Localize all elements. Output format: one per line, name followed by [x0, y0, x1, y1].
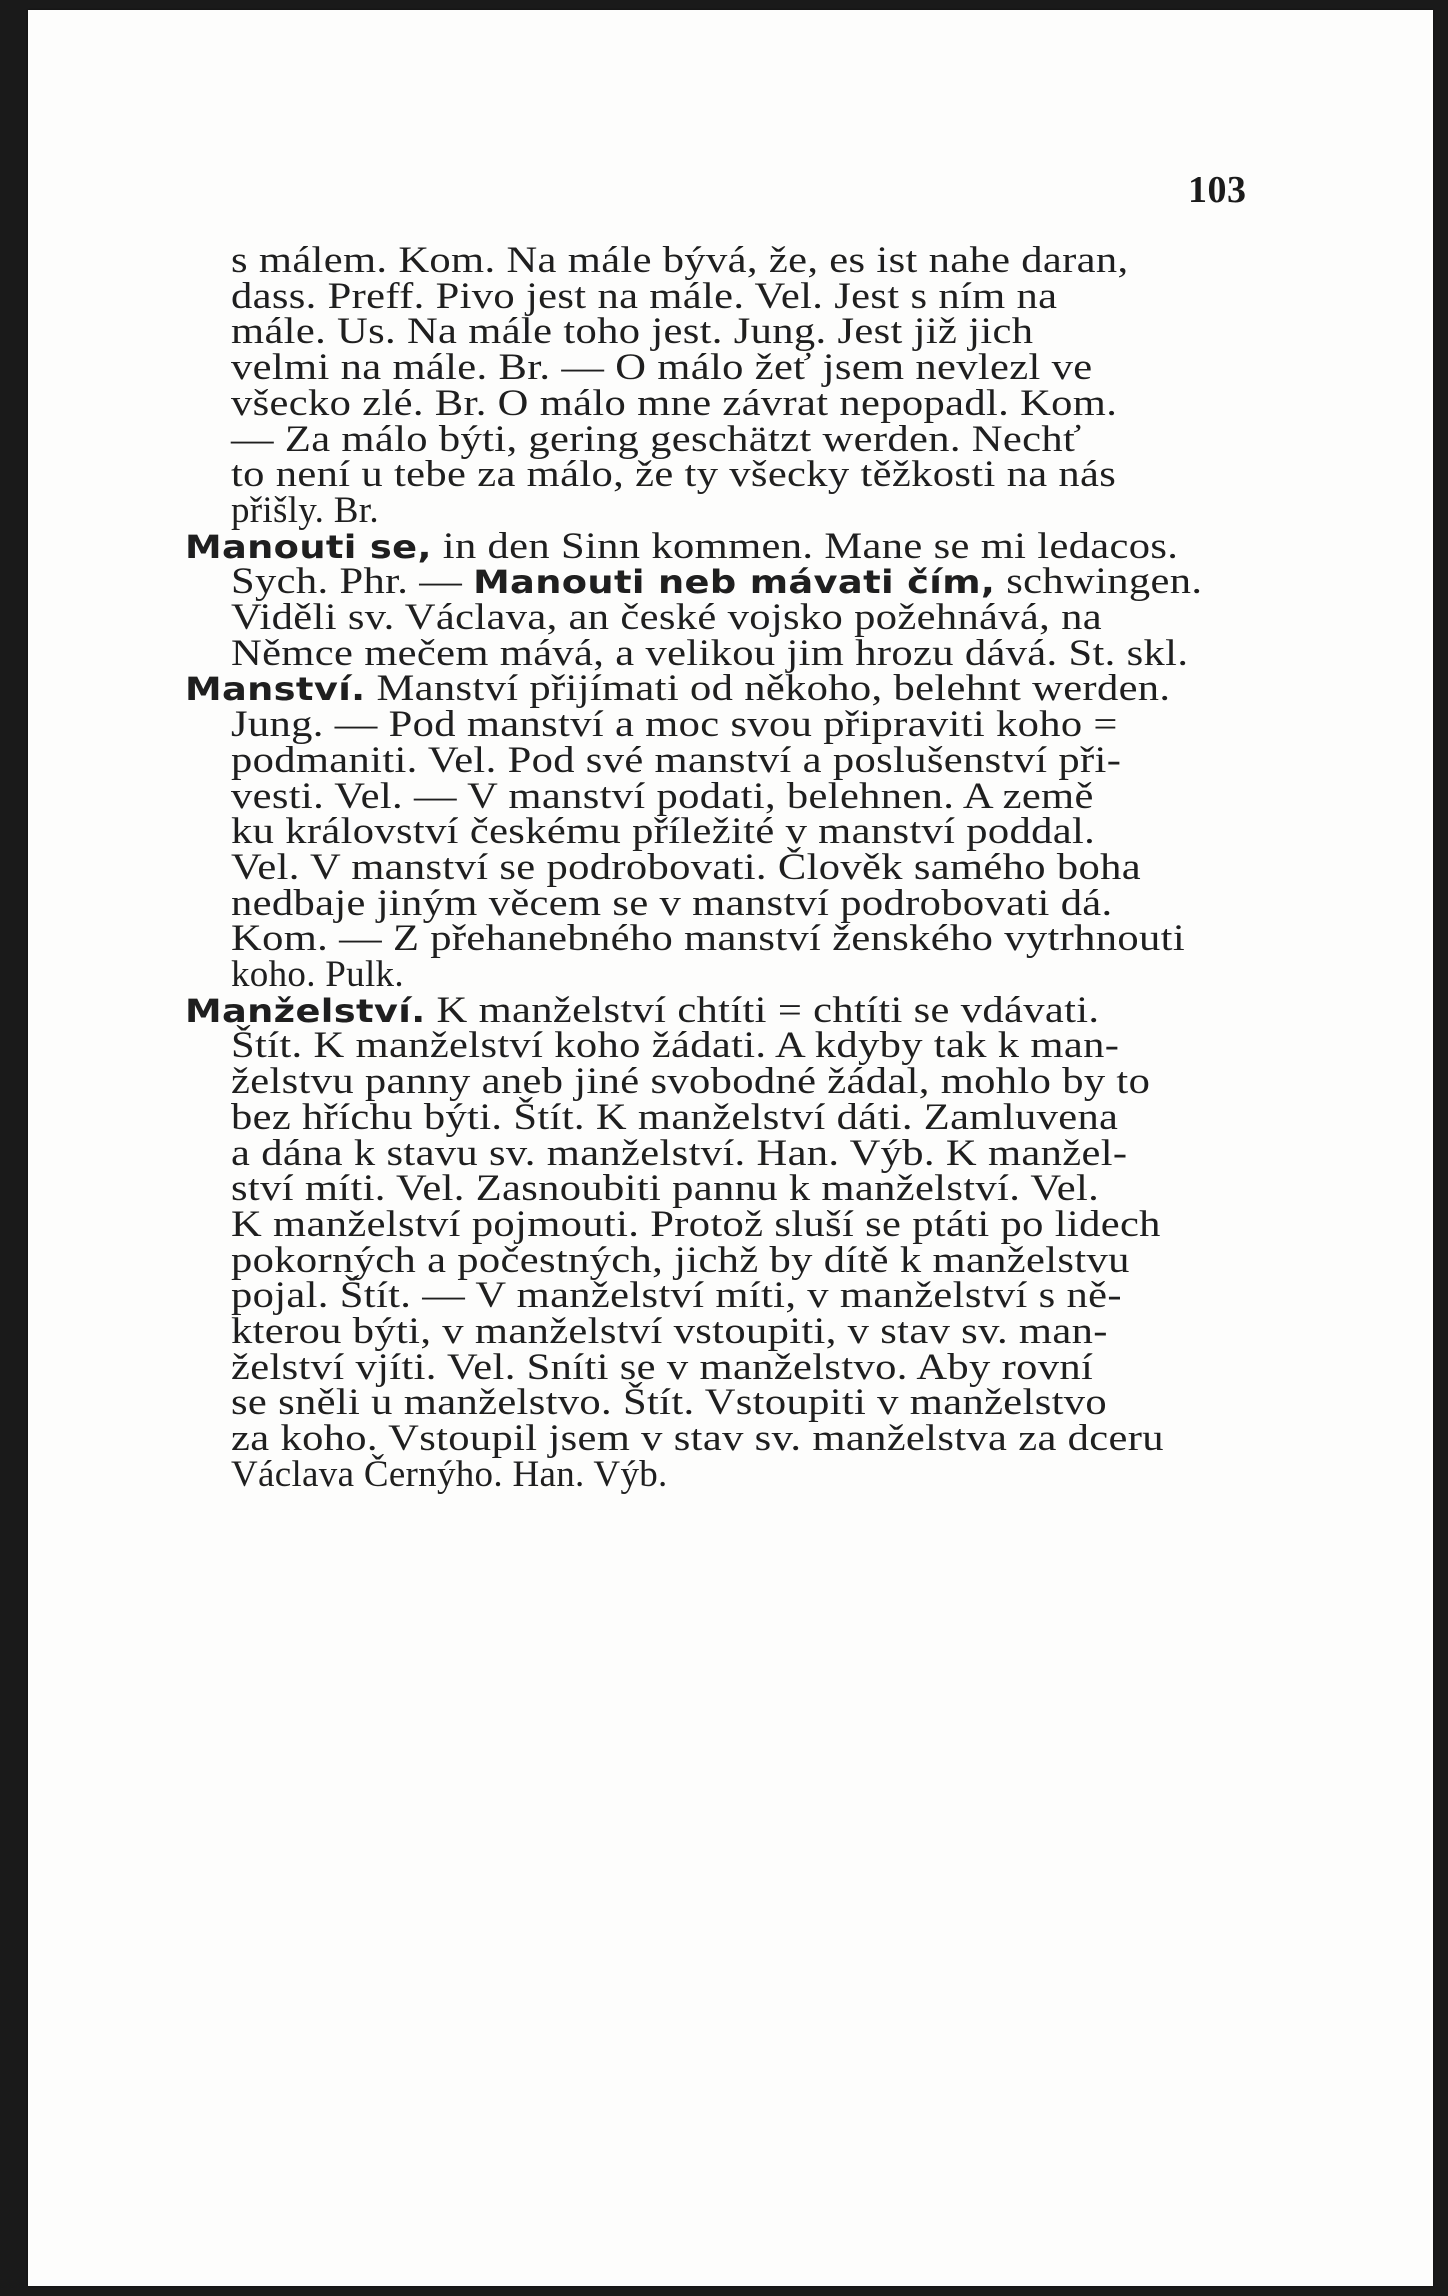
text-run: pojal. Štít. — V manželství míti, v manželství s ně- — [231, 1275, 1122, 1317]
text-line — [231, 704, 1118, 746]
text-run: Jung. — Pod manství a moc svou připraviti koho = — [231, 704, 1118, 746]
text-line — [185, 989, 1100, 1031]
text-run: přišly. Br. — [231, 489, 379, 531]
text-run: Manství přijímati od někoho, belehnt werden. — [365, 668, 1171, 710]
text-line — [231, 1168, 1100, 1210]
text-line — [231, 418, 1082, 460]
text-line — [231, 1096, 1119, 1138]
text-run: pokorných a počestných, jichž by dítě k manželstvu — [231, 1239, 1130, 1281]
text-line — [231, 1203, 1161, 1245]
text-run: dass. Preff. Pivo jest na mále. Vel. Jest s ním na — [231, 275, 1058, 317]
text-line — [231, 1132, 1128, 1174]
text-line — [185, 525, 1179, 567]
text-line — [231, 242, 1129, 279]
text-line — [231, 311, 1034, 353]
text-run: K manželství chtíti = chtíti se vdávati. — [425, 989, 1100, 1031]
text-run: — Za málo býti, gering geschätzt werden. Nechť — [231, 418, 1082, 460]
text-line — [231, 1061, 1151, 1103]
text-line — [185, 668, 1171, 710]
text-run: ství míti. Vel. Zasnoubiti pannu k manželství. Vel. — [231, 1168, 1100, 1210]
text-run: ku království českému příležité v manství poddal. — [231, 811, 1096, 853]
text-line — [231, 846, 1141, 888]
text-run: želství vjíti. Vel. Sníti se v manželstvo. Aby rovní — [231, 1346, 1094, 1388]
text-run: to není u tebe za málo, že ty všecky těžkosti na nás — [231, 454, 1117, 496]
text-line — [231, 1313, 1108, 1350]
text-line — [231, 1346, 1094, 1388]
text-run: Viděli sv. Václava, an české vojsko požehnává, na — [231, 597, 1102, 638]
text-line — [231, 347, 1093, 389]
text-run: želstvu panny aneb jiné svobodné žádal, mohlo by to — [231, 1061, 1151, 1103]
text-line — [231, 882, 1113, 924]
text-line — [231, 454, 1117, 496]
text-run: K manželství pojmouti. Protož sluší se ptáti po lidech — [231, 1203, 1161, 1245]
text-line — [231, 918, 1185, 960]
text-run: Sych. Phr. — — [231, 561, 474, 603]
text-line — [231, 956, 404, 993]
text-line — [231, 489, 379, 531]
text-line — [231, 1453, 668, 1495]
text-line — [231, 632, 1189, 674]
text-line — [231, 1418, 1164, 1460]
text-line — [231, 1025, 1120, 1067]
text-run: Štít. K manželství koho žádati. A kdyby tak k man- — [231, 1025, 1120, 1067]
text-run: bez hříchu býti. Štít. K manželství dáti. Zamluvena — [231, 1096, 1119, 1138]
text-run: mále. Us. Na mále toho jest. Jung. Jest již jich — [231, 311, 1034, 353]
text-run: velmi na mále. Br. — O málo žeť jsem nevlezl ve — [231, 347, 1093, 389]
text-line — [231, 739, 1122, 781]
text-run: Václava Černýho. Han. Výb. — [231, 1453, 668, 1495]
text-run: in den Sinn kommen. Mane se mi ledacos. — [431, 525, 1179, 567]
text-line — [231, 1275, 1122, 1317]
headword: Manouti neb mávati čím, — [473, 563, 996, 602]
text-run: a dána k stavu sv. manželství. Han. Výb. K manžel- — [231, 1132, 1128, 1174]
text-run: za koho. Vstoupil jsem v stav sv. manželstva za dceru — [231, 1418, 1164, 1460]
text-line — [231, 1382, 1108, 1424]
text-line — [231, 1239, 1130, 1281]
headword: Manouti se, — [185, 527, 432, 566]
text-run: s málem. Kom. Na mále bývá, že, es ist nahe daran, — [231, 240, 1129, 281]
text-run: Kom. — Z přehanebného manství ženského vytrhnouti — [231, 918, 1185, 960]
text-run: všecko zlé. Br. O málo mne závrat nepopadl. Kom. — [231, 382, 1118, 424]
text-line — [231, 775, 1094, 817]
text-run: schwingen. — [995, 561, 1203, 603]
text-line — [231, 382, 1118, 424]
headword: Manství. — [185, 670, 366, 709]
text-run: koho. Pulk. — [231, 954, 404, 995]
document-page — [28, 10, 1433, 2286]
text-line — [231, 599, 1102, 636]
text-run: se sněli u manželstvo. Štít. Vstoupiti v manželstvo — [231, 1382, 1108, 1424]
text-line — [231, 275, 1058, 317]
text-line — [231, 561, 1203, 603]
text-run: podmaniti. Vel. Pod své manství a poslušenství při- — [231, 739, 1122, 781]
page-number: 103 — [1188, 169, 1247, 211]
text-run: kterou býti, v manželství vstoupiti, v stav sv. man- — [231, 1311, 1108, 1352]
text-line — [231, 811, 1096, 853]
text-run: vesti. Vel. — V manství podati, belehnen. A země — [231, 775, 1094, 817]
text-run: Vel. V manství se podrobovati. Člověk samého boha — [231, 846, 1141, 888]
text-run: Němce mečem mává, a velikou jim hrozu dává. St. skl. — [231, 632, 1189, 674]
text-run: nedbaje jiným věcem se v manství podrobovati dá. — [231, 882, 1113, 924]
headword: Manželství. — [185, 991, 426, 1030]
